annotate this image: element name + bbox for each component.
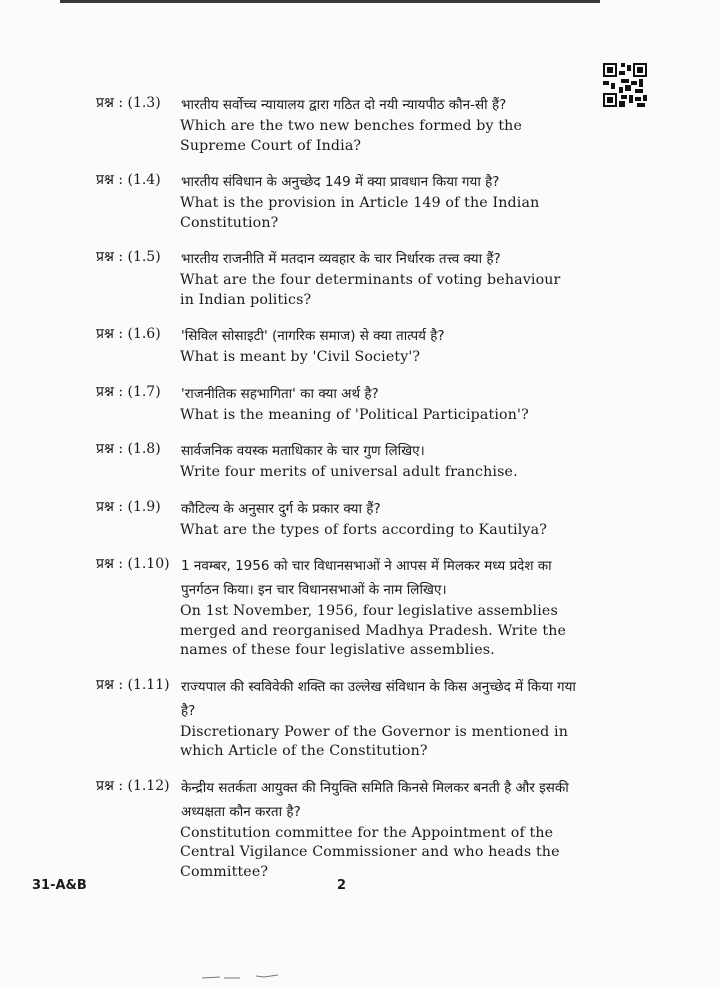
- question-text-hindi: केन्द्रीय सतर्कता आयुक्त की नियुक्ति समिति किनसे मिलकर बनती है और इसकी अध्यक्षता कौन करता है?: [181, 779, 569, 820]
- question-label: प्रश्न : (1.10): [96, 556, 170, 572]
- question-text-hindi: 'राजनीतिक सहभागिता' का क्या अर्थ है?: [181, 385, 379, 402]
- question-text-hindi: कौटिल्य के अनुसार दुर्ग के प्रकार क्या हैं?: [181, 500, 381, 517]
- question-1-12: [0, 776, 720, 883]
- question-text-english: Constitution committee for the Appointment of the Central Vigilance Commissioner and who heads the Committee?: [180, 824, 560, 880]
- question-label: प्रश्न : (1.6): [96, 326, 161, 342]
- page-number: 2: [337, 878, 347, 893]
- question-text-english: What are the types of forts according to Kautilya?: [180, 521, 547, 538]
- question-text-hindi: भारतीय राजनीति में मतदान व्यवहार के चार निर्धारक तत्त्व क्या हैं?: [181, 251, 501, 267]
- question-1-8: [0, 439, 720, 483]
- question-text-english: On 1st November, 1956, four legislative assemblies merged and reorganised Madhya Pradesh. Write the names of these four legislative assemblies.: [180, 603, 567, 658]
- question-1-3: [0, 93, 720, 156]
- question-label: प्रश्न : (1.11): [96, 676, 170, 693]
- question-label: प्रश्न : (1.7): [96, 383, 161, 400]
- edge-marks-decoration: [200, 972, 290, 980]
- question-1-11: [0, 675, 720, 762]
- question-text-hindi: सार्वजनिक वयस्क मताधिकार के चार गुण लिखिए।: [181, 443, 425, 459]
- question-1-10: [0, 554, 720, 661]
- question-text-english: What is meant by 'Civil Society'?: [180, 349, 421, 365]
- question-text-english: What are the four determinants of voting behaviour in Indian politics?: [180, 272, 561, 308]
- question-label: प्रश्न : (1.8): [96, 441, 161, 457]
- question-label: प्रश्न : (1.5): [96, 249, 161, 265]
- question-text-hindi: 'सिविल सोसाइटी' (नागरिक समाज) से क्या तात्पर्य है?: [181, 328, 445, 344]
- question-label: प्रश्न : (1.4): [96, 172, 161, 188]
- question-1-6: [0, 324, 720, 368]
- top-border-line: [60, 0, 600, 3]
- question-label: प्रश्न : (1.3): [96, 95, 161, 111]
- question-1-7: [0, 382, 720, 426]
- question-text-english: What is the meaning of 'Political Participation'?: [180, 406, 529, 423]
- question-list: [0, 93, 720, 896]
- question-1-5: [0, 247, 720, 310]
- question-1-9: [0, 497, 720, 541]
- question-text-english: Discretionary Power of the Governor is mentioned in which Article of the Constitution?: [180, 723, 568, 759]
- question-text-english: Which are the two new benches formed by the Supreme Court of India?: [180, 118, 523, 154]
- question-text-hindi: 1 नवम्बर, 1956 को चार विधानसभाओं ने आपस में मिलकर मध्य प्रदेश का पुनर्गठन किया। इन चार विधानसभाओं के नाम लिखिए।: [181, 558, 552, 598]
- question-text-hindi: भारतीय संविधान के अनुच्छेद 149 में क्या प्रावधान किया गया है?: [181, 174, 500, 190]
- question-label: प्रश्न : (1.12): [96, 777, 170, 794]
- question-1-4: [0, 170, 720, 233]
- question-text-hindi: भारतीय सर्वोच्च न्यायालय द्वारा गठित दो नयी न्यायपीठ कौन-सी हैं?: [181, 97, 507, 113]
- question-text-english: What is the provision in Article 149 of the Indian Constitution?: [180, 195, 540, 231]
- question-text-hindi: राज्यपाल की स्वविवेकी शक्ति का उल्लेख संविधान के किस अनुच्छेद में किया गया है?: [181, 678, 576, 719]
- question-text-english: Write four merits of universal adult franchise.: [180, 464, 518, 480]
- paper-code: 31-A&B: [32, 878, 87, 893]
- question-label: प्रश्न : (1.9): [96, 498, 161, 515]
